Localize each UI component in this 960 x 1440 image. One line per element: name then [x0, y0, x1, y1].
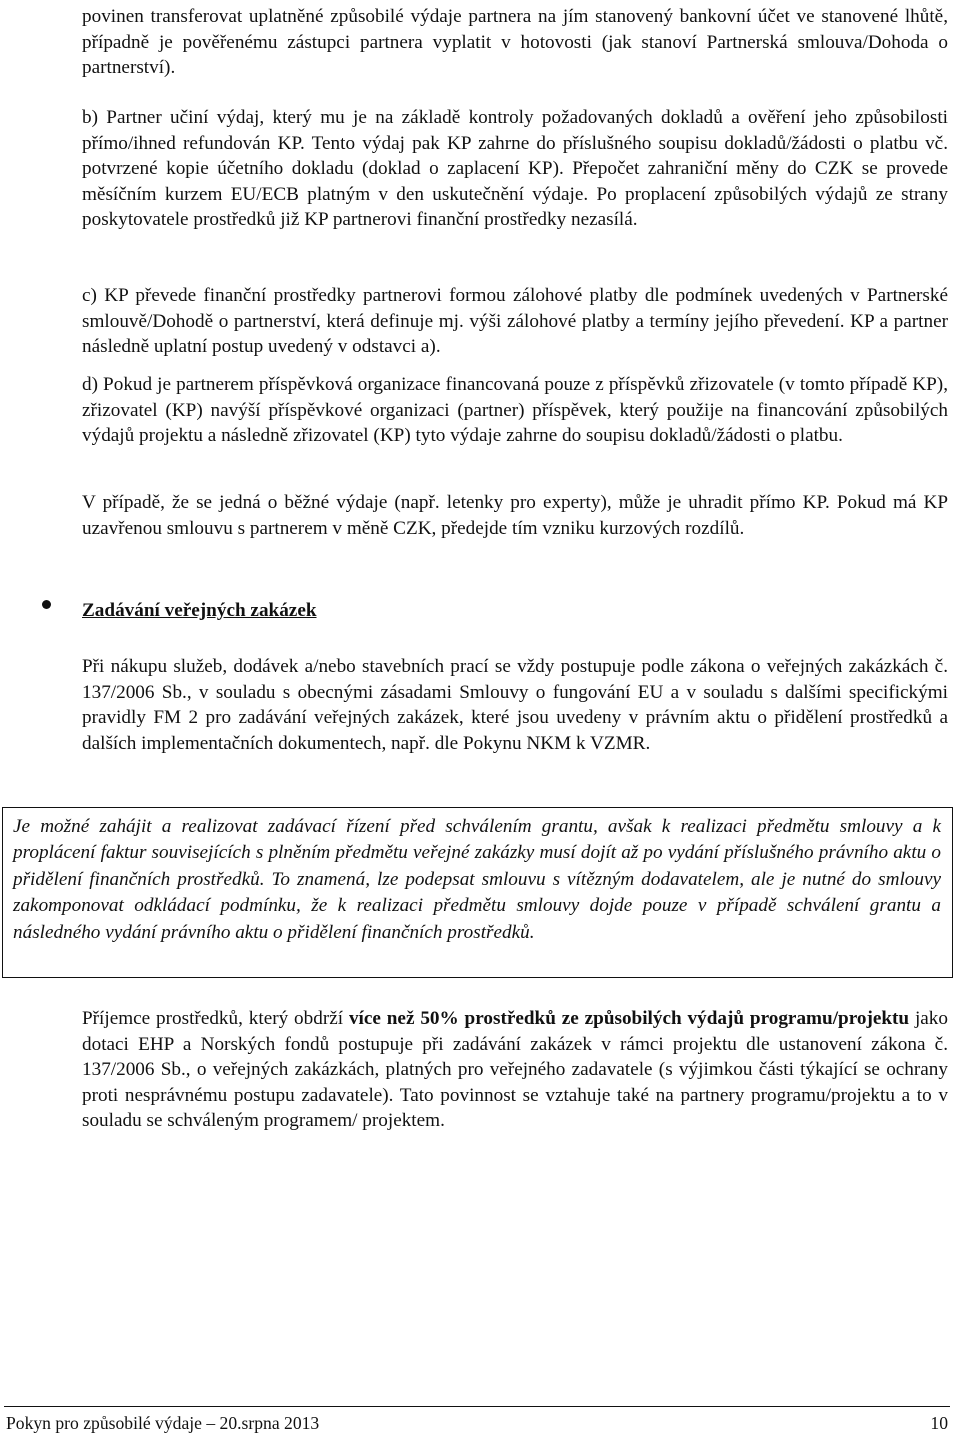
- paragraph-transfer-obligation: povinen transferovat uplatněné způsobilé výdaje partnera na jím stanovený bankovní účet ve stanovené lhůtě, případně je pověřenému zástupci partnera vyplatit v hotovosti (jak stanoví Partnerská smlouva/Dohoda o partnerství).: [82, 6, 948, 78]
- footer-title: Pokyn pro způsobilé výdaje – 20.srpna 2013: [6, 1413, 320, 1433]
- paragraph-option-c: c) KP převede finanční prostředky partnerovi formou zálohové platby dle podmínek uvedených v Partnerské smlouvě/Dohodě o partnerství, která definuje mj. výši zálohové platby a termíny jejího převedení. KP a partner následně uplatní postup uvedený v odstavci a).: [82, 285, 948, 357]
- bullet-icon: [42, 600, 51, 609]
- paragraph-option-d: d) Pokud je partnerem příspěvková organizace financovaná pouze z příspěvků zřizovatele (v tomto případě KP), zřizovatel (KP) navýší příspěvkové organizaci (partner) příspěvek, který použije na financování způsobilých výdajů projektu a následně zřizovatel (KP) tyto výdaje zahrne do soupisu dokladů/žádosti o platbu.: [82, 374, 948, 446]
- recipient-rest: jako dotaci EHP a Norských fondů postupuje při zadávání zakázek v rámci projektu dle ustanovení zákona č. 137/2006 Sb., o veřejných zakázkách, platných pro veřejného zadavatele (s výjimkou části týkající se ochrany proti nesprávnému postupu zadavatele). Tato povinnost se vztahuje také na partnery programu/projektu a to v souladu se schváleným programem/ projektem.: [82, 1008, 948, 1131]
- notice-text: Je možné zahájit a realizovat zadávací řízení před schválením grantu, avšak k realizaci předmětu smlouvy a k proplácení faktur souvisejících s plněním předmětu veřejné zakázky musí dojít až po vydání příslušného právního aktu o přidělení finančních prostředků. To znamená, lze podepsat smlouvu s vítězným dodavatelem, ale je nutné do smlouvy zakomponovat odkládací podmínku, že k realizaci předmětu smlouvy dojde pouze v případě schválení grantu a následného vydání právního aktu o přidělení finančních prostředků.: [13, 816, 941, 943]
- recipient-lead: Příjemce prostředků, který obdrží: [82, 1008, 349, 1029]
- notice-box: [2, 807, 953, 978]
- section-heading: Zadávání veřejných zakázek: [82, 600, 317, 621]
- page-number: 10: [930, 1413, 948, 1433]
- paragraph-option-b: b) Partner učiní výdaj, který mu je na základě kontroly požadovaných dokladů a ověření jeho způsobilosti přímo/ihned refundován KP. Tento výdaj pak KP zahrne do příslušného soupisu dokladů/žádosti o platbu vč. potvrzené kopie účetního dokladu (doklad o zaplacení KP). Přepočet zahraniční měny do CZK se provede měsíčním kurzem EU/ECB platným v den uskutečnění výdaje. Po proplacení způsobilých výdajů ze strany poskytovatele prostředků již KP partnerovi finanční prostředky nezasílá.: [82, 107, 948, 230]
- footer-divider: [4, 1406, 950, 1407]
- paragraph-recipient: [82, 1006, 948, 1134]
- recipient-bold: více než 50% prostředků ze způsobilých výdajů programu/projektu: [348, 1008, 910, 1029]
- paragraph-procurement-intro: Při nákupu služeb, dodávek a/nebo stavebních prací se vždy postupuje podle zákona o veřejných zakázkách č. 137/2006 Sb., v souladu s obecnými zásadami Smlouvy o fungování EU a v souladu s dalšími specifickými pravidly FM 2 pro zadávání veřejných zakázek, které jsou uvedeny v právním aktu o přidělení prostředků a dalších implementačních dokumentech, např. dle Pokynu NKM k VZMR.: [82, 656, 948, 754]
- paragraph-current-expenses: V případě, že se jedná o běžné výdaje (např. letenky pro experty), může je uhradit přímo KP. Pokud má KP uzavřenou smlouvu s partnerem v měně CZK, předejde tím vzniku kurzových rozdílů.: [82, 492, 948, 539]
